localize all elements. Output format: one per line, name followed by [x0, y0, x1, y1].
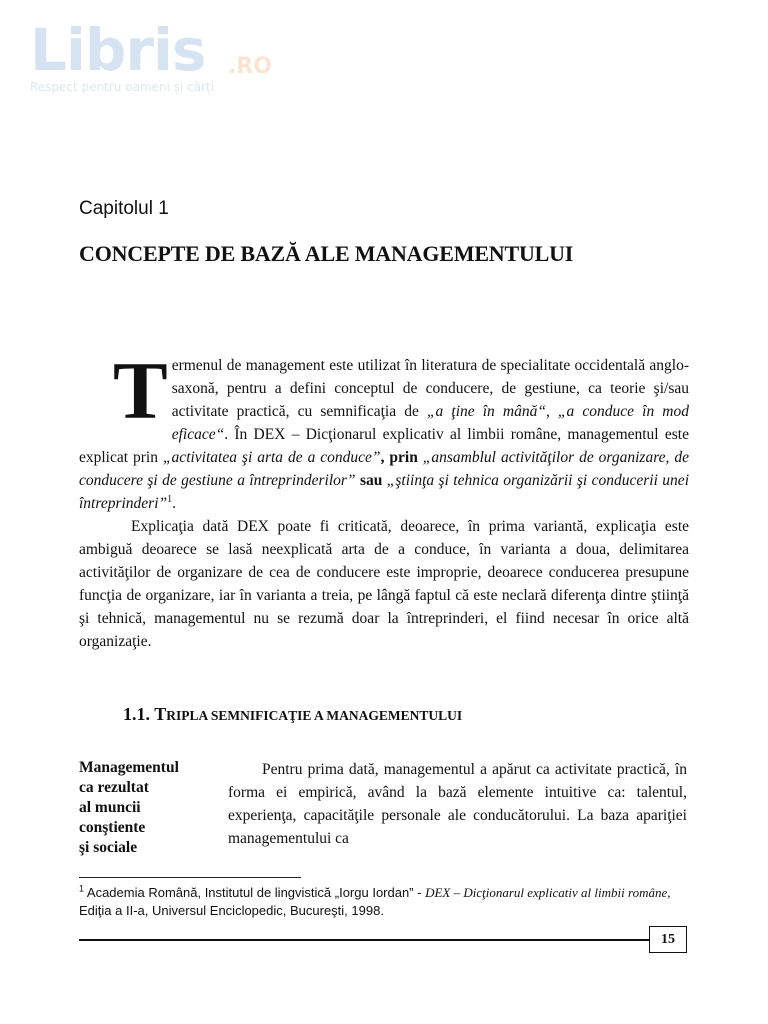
footnote-title: DEX – Dicţionarul explicativ al limbii române, — [425, 885, 671, 900]
section-heading — [123, 704, 462, 725]
intro-quote-3: „ansamblul activităţilor de organizare, de conducere şi de gestiune a întreprinderilor” — [79, 449, 689, 489]
intro-text-4: sau — [355, 472, 387, 489]
intro-quote-4: „ştiinţa şi tehnica organizării şi conducerii unei întreprinderi” — [79, 472, 689, 512]
section-paragraph: Pentru prima dată, managementul a apărut ca activitate practică, în forma ei empirică, având la bază elemente intuitive ca: talentul, experienţa, capacităţile personale ale conducătorului. La baza apariţiei managementului ca — [228, 761, 687, 847]
intro-text-2: . În DEX – Dicţionarul explicativ al limbii române, managementul este explicat prin — [79, 426, 689, 466]
watermark-tagline: Respect pentru oameni și cărți — [30, 80, 215, 94]
page-footer-rule — [79, 939, 649, 941]
watermark-logo — [28, 14, 318, 114]
footnote — [79, 884, 689, 920]
intro-text-3: , prin — [380, 449, 423, 466]
footnote-number: 1 — [79, 883, 85, 894]
body-text — [79, 345, 689, 653]
footnote-text-2: Ediţia a II-a, Universul Enciclopedic, Bucureşti, 1998. — [79, 903, 384, 918]
footnote-divider — [79, 877, 301, 878]
critique-paragraph: Explicaţia dată DEX poate fi criticată, deoarece, în prima variantă, explicaţia este ambiguă deoarece se lasă neexplicată arta de a conduce, în varianta a doua, delimitarea activităţilor de organizare de cea de conducere este improprie, deoarece conducerea presupune funcţia de organizare, iar în varianta a treia, pe lângă faptul că este neclară diferenţa dintre ştiinţă şi tehnică, managementul nu se rezumă doar la întreprinderi, el fiind necesar în orice altă organizaţie. — [79, 518, 689, 650]
footnote-text-1: Academia Română, Institutul de lingvistică „Iorgu Iordan” - — [84, 885, 426, 900]
section-number: 1.1. — [123, 704, 155, 724]
section-title: RIPLA SEMNIFICAŢIE A MANAGEMENTULUI — [166, 708, 463, 723]
margin-note-line: ca rezultat — [79, 779, 149, 796]
intro-quote-2: „activitatea şi arta de a conduce” — [162, 449, 381, 466]
section-first-letter: T — [154, 704, 167, 724]
intro-paragraph — [79, 345, 689, 515]
chapter-title: CONCEPTE DE BAZĂ ALE MANAGEMENTULUI — [79, 241, 574, 266]
margin-note-line: Managementul — [79, 759, 179, 776]
page-number: 15 — [649, 926, 687, 953]
margin-note-line: şi sociale — [79, 839, 138, 856]
drop-cap: T — [113, 345, 168, 436]
intro-text-5: . — [172, 495, 177, 512]
watermark-brand: Libris — [30, 16, 206, 84]
watermark-suffix: .RO — [228, 54, 272, 79]
intro-text-1: ermenul de management este utilizat în literatura de specialitate occidentală anglo-saxonă, pentru a defini conceptul de conducere, de gestiune, ca teorie şi/sau activitate practică, cu semnificaţia de — [171, 357, 689, 420]
margin-note-line: conştiente — [79, 819, 146, 836]
margin-note — [79, 758, 209, 858]
chapter-label: Capitolul 1 — [79, 198, 169, 219]
intro-quote-1: „a ţine în mână“, „a conduce în mod eficace“ — [171, 403, 689, 443]
margin-note-line: al muncii — [79, 799, 141, 816]
footnote-ref[interactable]: 1 — [167, 493, 173, 505]
